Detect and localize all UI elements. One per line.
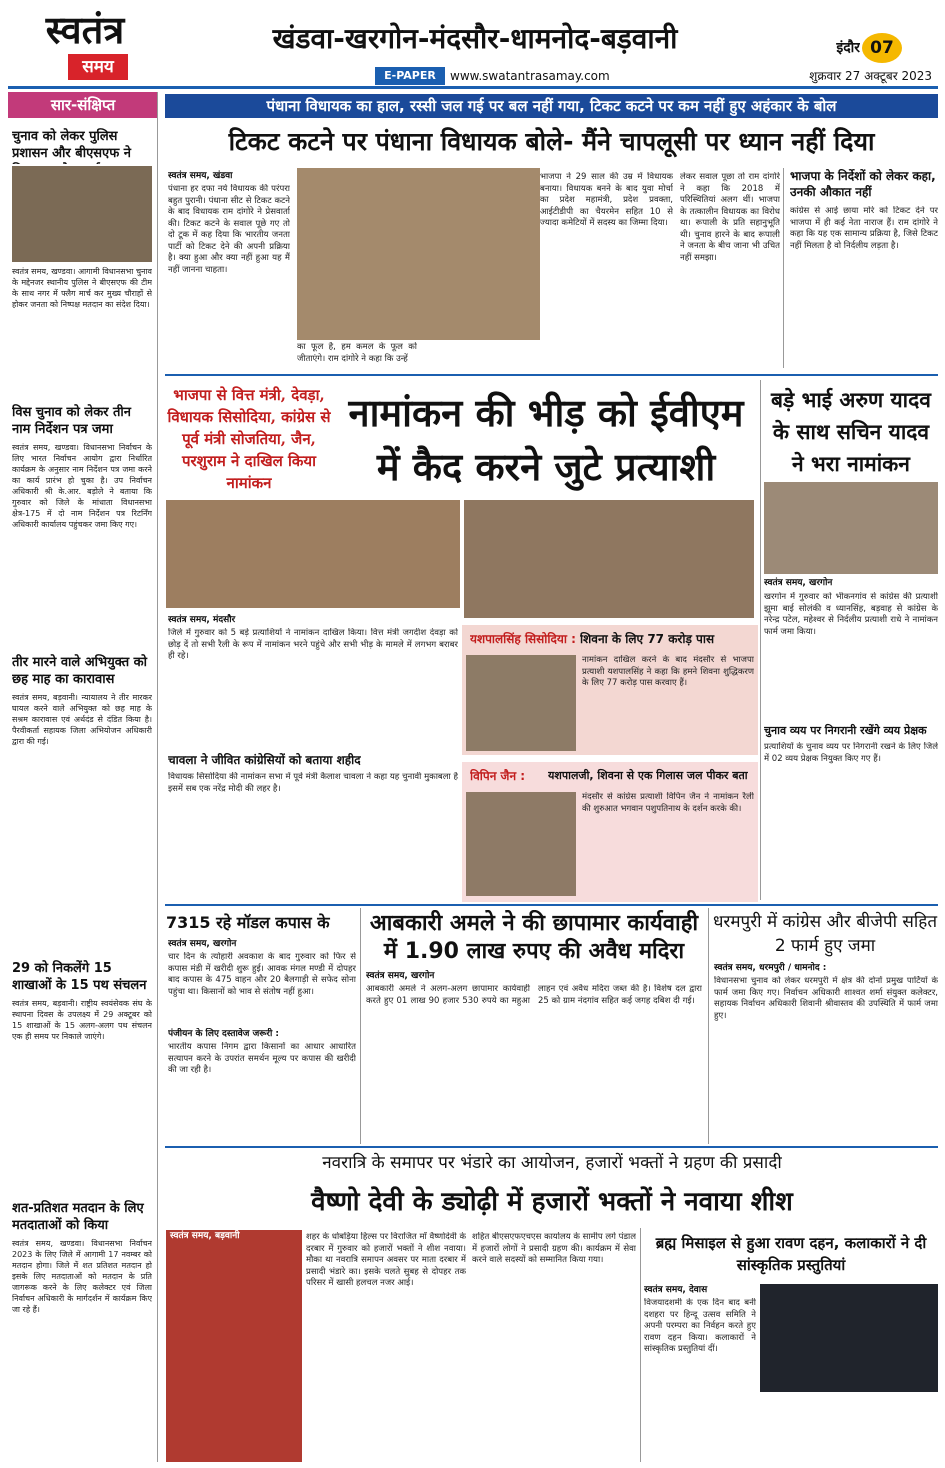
top-side-title: भाजपा के निर्देशों को लेकर कहा, उनकी औकात नहीं [790, 169, 936, 199]
cotton-byline: स्वतंत्र समय, खरगोन [168, 939, 237, 949]
masthead-rule [8, 86, 938, 89]
top-caption: का फूल है, हम कमल के फूल को जीताएंगे। राम दांगोरे ने कहा कि उन्हें [297, 342, 417, 364]
top-col-1: पंधाना हर दफा नये विधायक की परंपरा बहुत पुरानी। पंधाना सीट से टिकट कटने के बाद विधायक राम दांगोरे ने प्रेसवार्ता की। टिकट कटने के सवाल पूछे गए तो दो टूक में कह दिया कि भारतीय जनता पार्टी को टिकट देने की अपनी प्रक्रिया है। क्या हुआ और क्या नहीं हुआ यह मैं नहीं जानना चाहता। [168, 184, 290, 275]
mid-headline: नामांकन की भीड़ को ईवीएम में कैद करने जुटे प्रत्याशी [348, 391, 744, 489]
cotton-body: चार दिन के त्योहारी अवकाश के बाद गुरुवार को फिर से कपास मंडी में खरीदी शुरू हुई। आवक मंगल मण्डी में दोपहर बाद कपास के 475 वाहन और 20 बैलगाड़ी से सफेद सोना पहुंचा था। किसानों को भाव से संतोष नहीं हुआ। [168, 952, 356, 997]
quote-box-1-title: शिवना के लिए 77 करोड़ पास [580, 632, 715, 646]
ravan-photo [760, 1284, 938, 1392]
sidebar [8, 92, 158, 1462]
website-url[interactable]: www.swatantrasamay.com [450, 69, 610, 83]
top-story-banner: पंधाना विधायक का हाल, रस्सी जल गई पर बल नहीं गया, टिकट कटने पर कम नहीं हुए अहंकार के बोल [165, 94, 938, 118]
brief-title-2: विस चुनाव को लेकर तीन नाम निर्देशन पत्र जमा [12, 405, 132, 437]
epaper-label[interactable]: E-PAPER [375, 67, 445, 85]
mid-body-2: विधायक सिसोदिया की नामांकन सभा में पूर्व मंत्री कैलाश चावला ने कहा यह चुनावी मुकाबला है इसमें सब एक नरेंद्र मोदी की लहर है। [168, 772, 458, 794]
bottom-headline: वैष्णो देवी के ड्योढ़ी में हजारों भक्तों ने नवाया शीश [311, 1187, 793, 1217]
brief-title-4: 29 को निकलेंगे 15 शाखाओं के 15 पथ संचलन [12, 961, 147, 993]
brief-title-3: तीर मारने वाले अभियुक्त को छह माह का कारावास [12, 655, 147, 687]
city-name: इंदौर [836, 40, 860, 56]
sidebar-heading: सार-संक्षिप्त [8, 92, 158, 118]
dharampuri-body: विधानसभा चुनाव को लेकर धरमपुरी में क्षेत्र की दोनों प्रमुख पार्टियों के फार्म जमा किए गए। निर्वाचन अधिकारी शाश्वत शर्मा संयुक्त कलेक्टर, सहायक निर्वाचन अधिकारी शिवानी श्रीवास्तव की उपस्थिति में फार्म जमा हुए। [714, 976, 938, 1021]
newspaper-logo [10, 6, 160, 88]
ravan-headline: ब्रह्म मिसाइल से हुआ रावण दहन, कलाकारों ने दी सांस्कृतिक प्रस्तुतियां [655, 1234, 927, 1274]
brief-body-2: स्वतंत्र समय, खण्डवा। विधानसभा निर्वाचन के लिए भारत निर्वाचन आयोग द्वारा निर्धारित कार्यक्रम के अनुसार नाम निर्देशन पत्र जमा करने का कार्य प्रारंभ हो चुका है। उप निर्वाचन अधिकारी श्री के.आर. बड़ोले ने बताया कि गुरुवार को जिले के मांधाता विधानसभा क्षेत्र-175 में दो नाम निर्देशन पत्र रिटर्निंग अधिकारी कार्यालय पहुंचकर जमा किए गए। [12, 443, 152, 529]
section-rule-1 [165, 374, 938, 376]
quote-box-2-photo [466, 792, 576, 896]
mid-divider [760, 380, 761, 900]
top-side-body: कांग्रेस से आई छाया मोरे को टिकट देने पर भाजपा में ही कई नेता नाराज हैं। राम दांगोरे ने कहा कि यह एक सामान्य प्रक्रिया है, जिसे टिकट नहीं मिलता है वो निर्दलीय लड़ता है। [790, 206, 938, 251]
edition-title: खंडवा-खरगोन-मंदसौर-धामनोद-बड़वानी [272, 22, 678, 55]
cotton-body-2: भारतीय कपास निगम द्वारा किसानों का आधार आधारित सत्यापन करने के उपरांत समर्थन मूल्य पर कपास की खरीदी की जा रही है। [168, 1042, 356, 1075]
top-col-2: भाजपा ने 29 साल की उम्र में विधायक बनाया। विधायक बनने के बाद युवा मोर्चा का प्रदेश महामंत्री, प्रदेश प्रवक्ता, आईटीडीपी का चैयरमेन सहित 10 से ज्यादा कमेटियों में सदस्य का जिम्मा दिया। [540, 172, 673, 228]
mid-kicker: भाजपा से वित्त मंत्री, देवड़ा, विधायक सिसोदिया, कांग्रेस से पूर्व मंत्री सोजतिया, जैन, परशुराम ने दाखिल किया नामांकन [167, 386, 331, 492]
right-body: खरगोन में गुरुवार को भीकनगांव से कांग्रेस की प्रत्याशी झूमा बाई सोलंकी व ध्यानसिंह, बड़वाह से कांग्रेस के नरेन्द्र पटेल, महेश्वर से निर्दलीय प्रत्याशी राधे ने नामांकन फार्म जमा किया। [764, 592, 938, 637]
bottom-col-1: शहर के धोबड़िया हिल्स पर विराजित माँ वैष्णोदेवी के दरबार में गुरुवार को हजारों भक्तों ने शीश नवाया। मौका था नवरात्रि समापन अवसर पर माता दरबार में प्रसादी भंडारे का। इसके चलते सुबह से दोपहर तक परिसर में खासी हलचल नजर आई। [306, 1232, 466, 1288]
ravan-byline: स्वतंत्र समय, देवास [644, 1285, 708, 1295]
right-byline: स्वतंत्र समय, खरगोन [764, 578, 833, 588]
right-subhead: चुनाव व्यय पर निगरानी रखेंगे व्यय प्रेक्षक [764, 724, 927, 737]
section-rule-2 [165, 904, 938, 906]
brief-body-5: स्वतंत्र समय, खण्डवा। विधानसभा निर्वाचन 2023 के लिए जिले में आगामी 17 नवम्बर को मतदान होगा। जिले में शत प्रतिशत मतदान हो इसके लिए मतदाताओं को मतदान के प्रति जागरूक करने के लिए कलेक्टर एवं जिला निर्वाचन अधिकारी के मार्गदर्शन में कार्यक्रम किए जा रहे हैं। [12, 1239, 152, 1314]
top-divider [783, 168, 784, 368]
top-story-headline: टिकट कटने पर पंधाना विधायक बोले- मैंने चापलूसी पर ध्यान नहीं दिया [228, 127, 875, 156]
logo-text: स्वतंत्र [45, 7, 125, 52]
excise-body: आबकारी अमले ने अलग-अलग छापामार कार्यवाही करते हुए 01 लाख 90 हजार 530 रुपये का महुआ लाहन एवं अवैध मदिरा जब्त की है। विशेष दल द्वारा 25 को ग्राम नंदगांव सहित कई जगह दबिश दी गई। [366, 984, 702, 1006]
cotton-headline: 7315 रहे मॉडल कपास के [166, 913, 330, 932]
section-rule-3 [165, 1146, 938, 1148]
mid-body: जिले में गुरुवार को 5 बड़े प्रत्याशियों ने नामांकन दाखिल किया। वित्त मंत्री जगदीश देवड़ा को छोड़ दें तो सभी रैली के रूप में नामांकन भरने पहुंचे और सभी भीड़ के मामले में लगभग बराबर ही रहे। [168, 628, 458, 661]
page-number: 07 [862, 33, 902, 63]
top-col-3: लेकर सवाल पूछा तो राम दांगोरे ने कहा कि 2018 में परिस्थितियां अलग थीं। भाजपा के तत्कालीन विधायक का विरोध था। रूपाली के प्रति सहानुभूति थी। चुनाव हारने के बाद रूपाली ने जनता के बीच जाना भी उचित नहीं समझा। [680, 172, 780, 263]
brief-body-4: स्वतंत्र समय, बड़वानी। राष्ट्रीय स्वयंसेवक संघ के स्थापना दिवस के उपलक्ष्य में 29 अक्टूबर को 15 शाखाओं के 15 अलग-अलग पथ संचलन एक ही समय पर निकाले जाएंगे। [12, 999, 152, 1041]
ravan-body-2 [760, 1396, 938, 1462]
quote-box-2 [462, 762, 758, 902]
excise-byline: स्वतंत्र समय, खरगोन [366, 971, 435, 981]
right-body-2: प्रत्याशियों के चुनाव व्यय पर निगरानी रखने के लिए जिले में 02 व्यय प्रेक्षक नियुक्त किए गए हैं। [764, 742, 938, 764]
mid-photo-2 [464, 500, 754, 618]
excise-headline: आबकारी अमले ने की छापामार कार्यवाही में 1.90 लाख रुपए की अवैध मदिरा [369, 911, 699, 964]
mid-subhead: चावला ने जीवित कांग्रेसियों को बताया शहीद [168, 753, 361, 767]
quote-box-1-photo [466, 655, 576, 751]
goddess-photo [166, 1230, 302, 1462]
brief-photo-1 [12, 166, 152, 262]
bottom-divider [640, 1228, 641, 1462]
cotton-subhead: पंजीयन के लिए दस्तावेज जरूरी : [168, 1029, 280, 1039]
dharampuri-byline: स्वतंत्र समय, धरमपुरी / धामनोद : [714, 963, 827, 973]
quote-box-2-title: यशपालजी, शिवना से एक गिलास जल पीकर बता [548, 769, 748, 782]
mid-photo-1 [166, 500, 460, 608]
brief-body-1: स्वतंत्र समय, खण्डवा। आगामी विधानसभा चुनाव के मद्देनजर स्थानीय पुलिस ने बीएसएफ की टीम के साथ नगर में फ्लैग मार्च कर मुख्य चौराहों से होकर जनता को निष्पक्ष मतदान का संदेश दिया। [12, 267, 152, 309]
issue-date: शुक्रवार 27 अक्टूबर 2023 [809, 69, 932, 83]
quote-box-1 [462, 625, 758, 755]
bottom-kicker: नवरात्रि के समापर पर भंडारे का आयोजन, हजारों भक्तों ने ग्रहण की प्रसादी [322, 1153, 782, 1173]
quote-box-2-body: मंदसौर से कांग्रेस प्रत्याशी विपिन जैन ने नामांकन रैली की शुरुआत भगवान पशुपतिनाथ के दर्शन करके की। [582, 792, 754, 814]
quote-box-1-body: नामांकन दाखिल करने के बाद मंदसौर से भाजपा प्रत्याशी यशपालसिंह ने कहा कि हमने शिवना शुद्धिकरण के लिए 77 करोड़ पास करवाए हैं। [582, 655, 754, 688]
brief-body-3: स्वतंत्र समय, बड़वानी। न्यायालय ने तीर मारकर घायल करने वाले अभियुक्त को छह माह के सश्रम कारावास एवं अर्थदंड से दंडित किया है। पैरवीकर्ता सहायक जिला अभियोजन अधिकारी द्वारा की गई। [12, 693, 152, 746]
right-headline: बड़े भाई अरुण यादव के साथ सचिन यादव ने भरा नामांकन [771, 388, 931, 476]
quote-box-2-label: विपिन जैन : [470, 769, 526, 783]
dharampuri-headline: धरमपुरी में कांग्रेस और बीजेपी सहित 2 फार्म हुए जमा [712, 912, 938, 956]
low-divider-1 [360, 908, 361, 1144]
mid-byline: स्वतंत्र समय, मंदसौर [168, 615, 236, 625]
brief-title-5: शत-प्रतिशत मतदान के लिए मतदाताओं को किया [12, 1201, 144, 1233]
low-divider-2 [708, 908, 709, 1144]
ravan-body: विजयादशमी के एक दिन बाद बनी दशहरा पर हिन्दू उत्सव समिति ने अपनी परम्परा का निर्वहन करते हुए रावण दहन किया। कलाकारों ने सांस्कृतिक प्रस्तुतियां दीं। [644, 1298, 756, 1354]
quote-box-1-label: यशपालसिंह सिसोदिया : [470, 632, 576, 646]
bottom-byline: स्वतंत्र समय, बड़वानी [170, 1231, 240, 1241]
brief-title-1: चुनाव को लेकर पुलिस प्रशासन और बीएसएफ ने [12, 129, 131, 161]
logo-box: समय [68, 54, 128, 80]
right-photo [764, 482, 938, 574]
top-byline: स्वतंत्र समय, खंडवा [168, 171, 233, 181]
bottom-col-2: शहित बीएसएफएचएस कार्यालय के सामीप लगे पंडाल में हजारों लोगों ने प्रसादी ग्रहण की। कार्यक्रम में सेवा करने वाले सदस्यों को सम्मानित किया गया। [472, 1232, 636, 1265]
